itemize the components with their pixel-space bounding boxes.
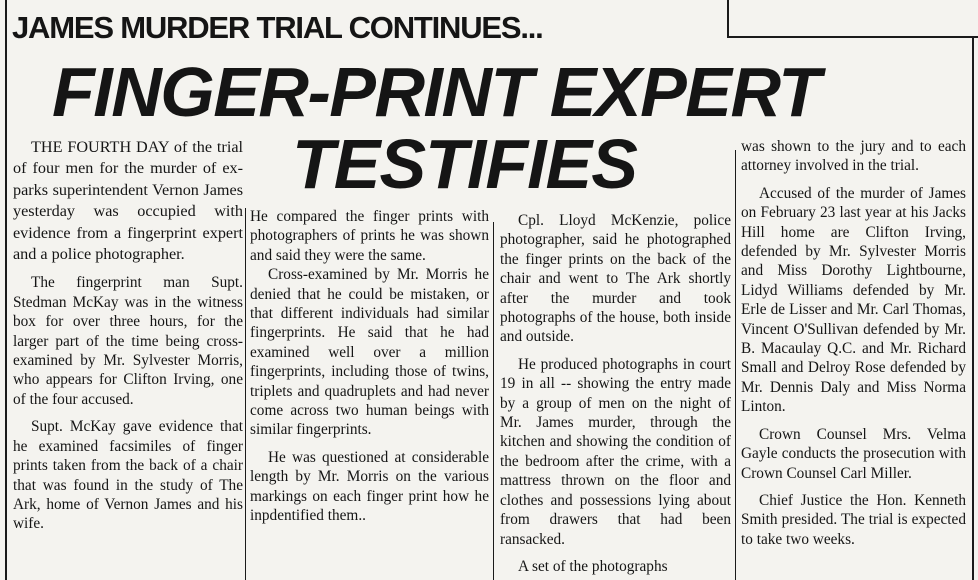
article-paragraph: He was questioned at considerable length by Mr. Morris on the various markings on each finger print how he inpdentified them..: [250, 448, 489, 525]
column-rule-2: [493, 222, 494, 580]
article-column-4: [741, 137, 966, 557]
article-paragraph: A set of the photographs: [518, 557, 668, 575]
article-paragraph: Supt. McKay gave evidence that he examined facsimiles of finger prints taken from the back of a chair that was found in the study of The Ark, home of Vernon James and his wife.: [13, 418, 243, 533]
article-column-1: [13, 137, 243, 542]
top-border-rule: [727, 0, 729, 38]
article-paragraph: He produced photographs in court 19 in all -- showing the entry made by a group of men on the night of Mr. James murder, through the kitchen and showing the condition of the bedroom after the crime, with a mattress thrown on the floor and clothes and possessions lying about from drawers that had been ransacked.: [500, 355, 731, 548]
article-paragraph: Crown Counsel Mrs. Velma Gayle conducts the prosecution with Crown Counsel Carl Miller.: [741, 425, 966, 482]
lead-paragraph: THE FOURTH DAY of the trial of four men for the murder of ex-parks superintendent Vernon James yesterday was occupied with evidence from a fingerprint expert and a police photographer.: [13, 138, 243, 264]
article-paragraph: He compared the finger prints with photographers of prints he was shown and said they were the same.: [250, 208, 489, 264]
article-column-3: [500, 211, 731, 576]
right-border-rule: [972, 38, 974, 580]
article-paragraph: Cross-examined by Mr. Morris he denied that he could be mistaken, or that different individuals had similar fingerprints. He said that he had examined well over a million fingerprints, including those of twins, triplets and quadruplets and had never come across two human beings with similar fingerprints.: [250, 266, 489, 439]
article-paragraph: Chief Justice the Hon. Kenneth Smith presided. The trial is expected to take two weeks.: [741, 491, 966, 548]
article-paragraph: Accused of the murder of James on February 23 last year at his Jacks Hill home are Clifton Irving, defended by Mr. Sylvester Morris and Miss Dorothy Lightbourne, Lidyd Williams defended by Mr. Erle de Lisser and Mr. Carl Thomas, Vincent O'Sullivan defended by Mr. B. Macaulay Q.C. and Mr. Richard Small and Delroy Rose defended by Mr. Dennis Daly and Miss Norma Linton.: [741, 184, 966, 416]
left-border-rule: [5, 0, 7, 580]
main-headline-line-2: TESTIFIES: [292, 125, 637, 203]
kicker-headline: JAMES MURDER TRIAL CONTINUES...: [12, 10, 543, 45]
article-paragraph: was shown to the jury and to each attorney involved in the trial.: [741, 138, 966, 175]
column-rule-3: [735, 150, 736, 580]
main-headline-line-1: FINGER-PRINT EXPERT: [52, 53, 820, 131]
article-paragraph: The fingerprint man Supt. Stedman McKay was in the witness box for over three hours, for the larger part of the time being cross-examined by Mr. Sylvester Morris, who appears for Clifton Irving, one of the four accused.: [13, 274, 243, 408]
article-column-2: [250, 207, 489, 534]
article-paragraph: Cpl. Lloyd McKenzie, police photographer, said he photographed the finger prints on the back of the chair and went to The Ark shortly after the murder and took photographs of the house, both inside and outside.: [500, 212, 731, 346]
column-rule-1: [245, 208, 246, 580]
kicker-underline-rule: [727, 36, 978, 38]
